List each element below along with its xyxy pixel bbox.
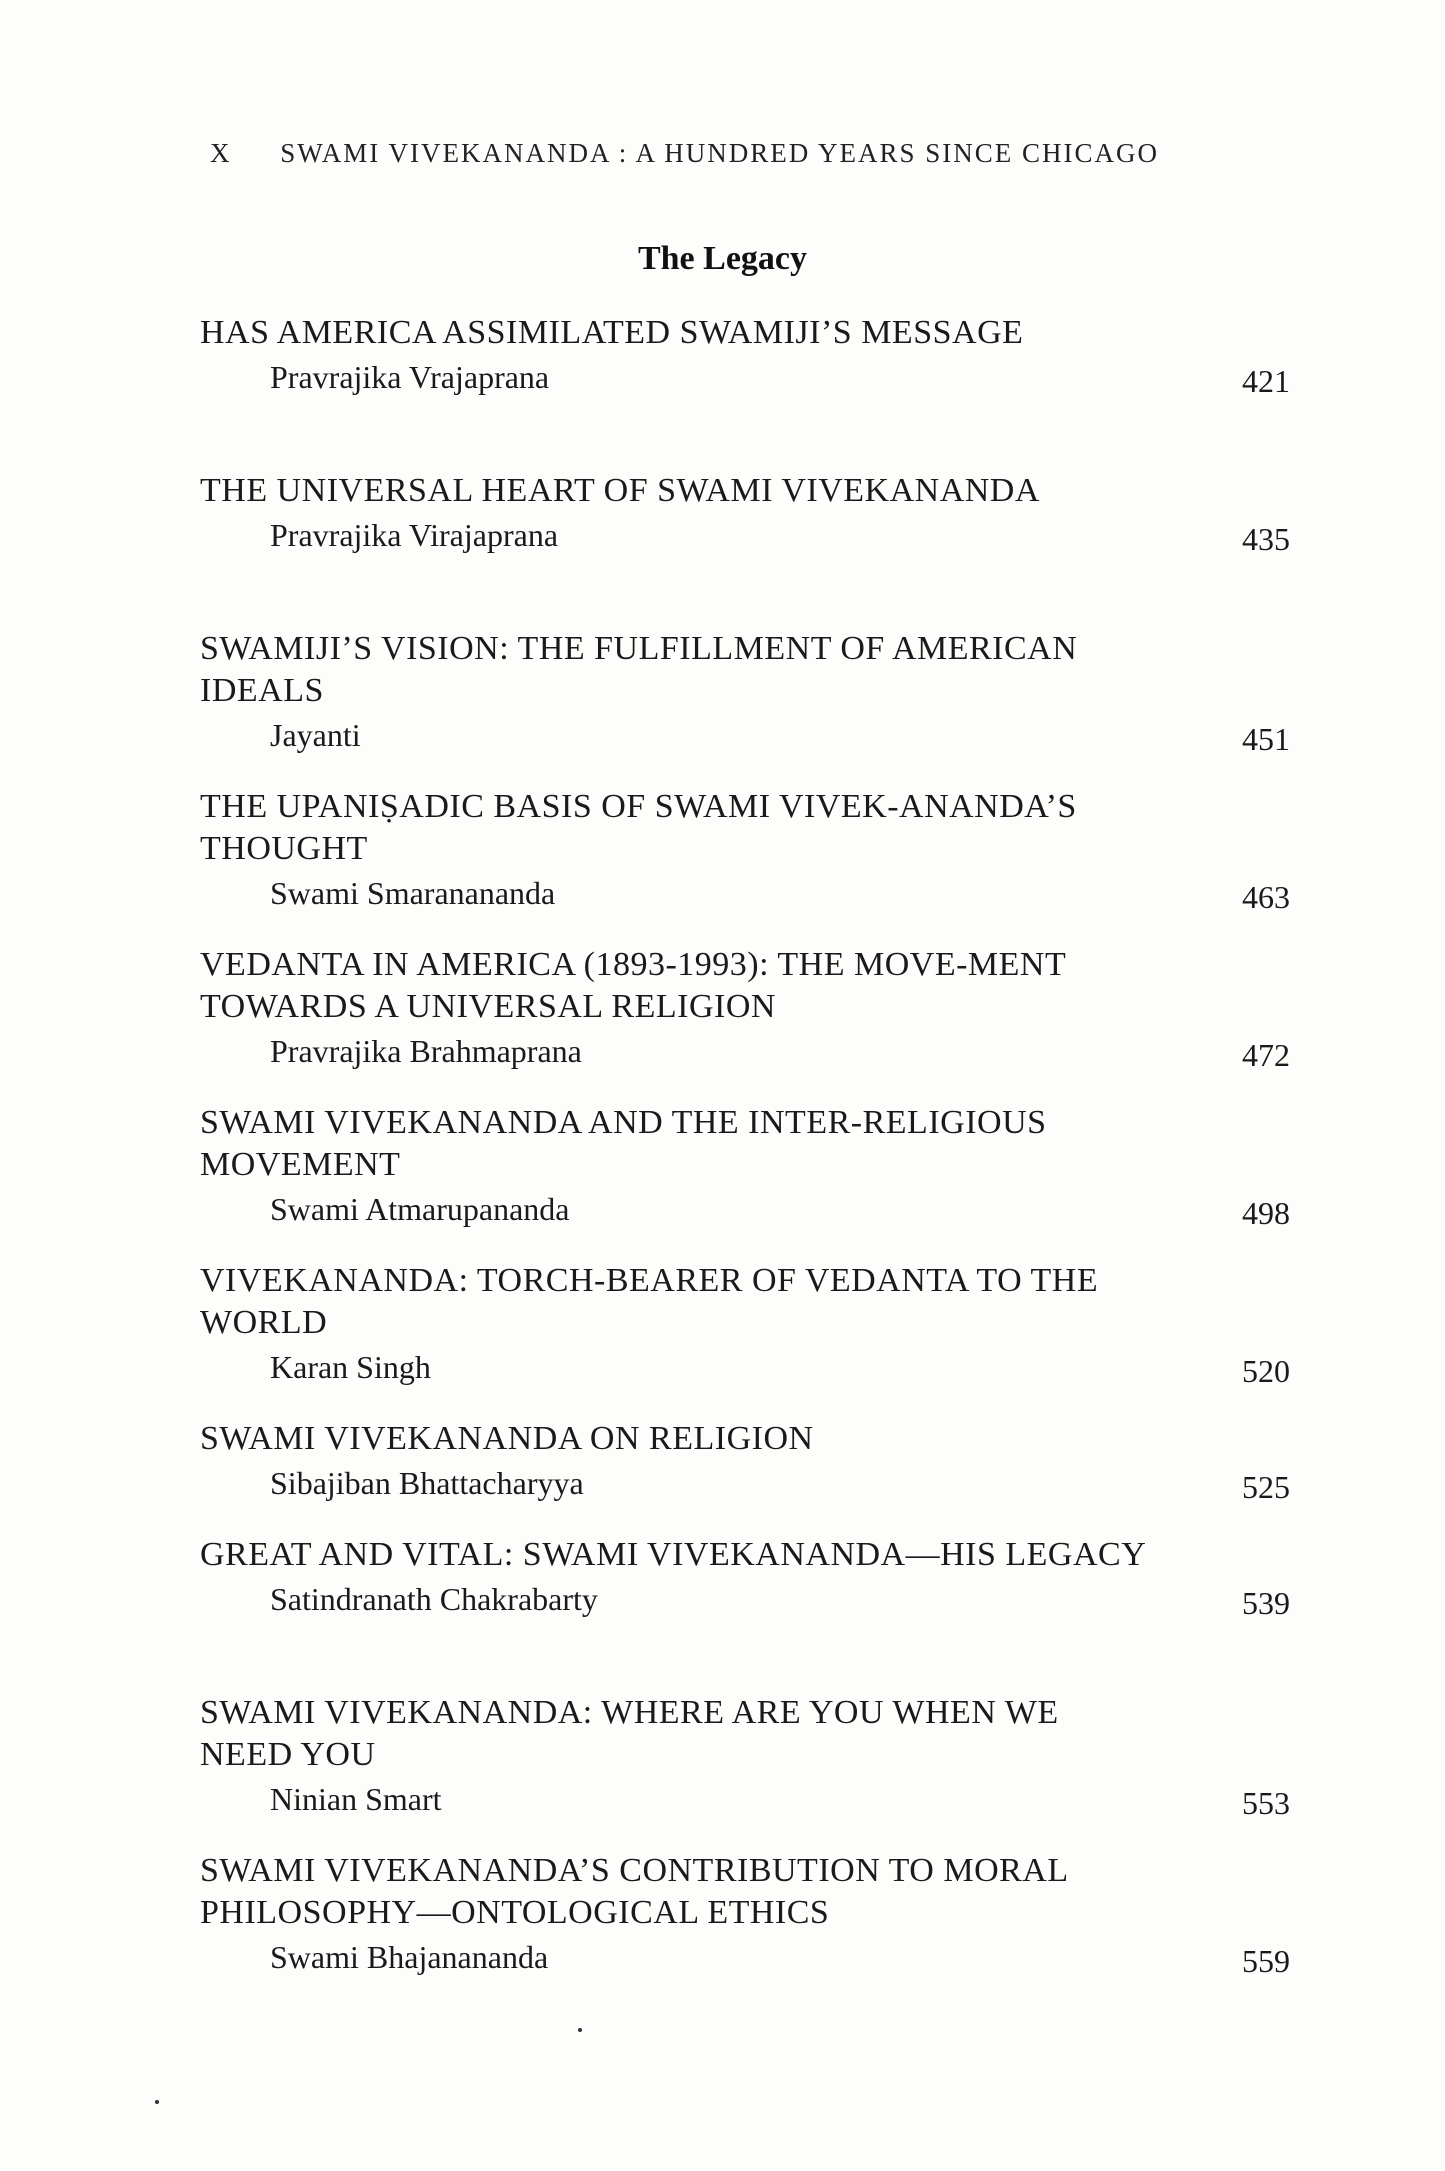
- toc-entry: [200, 470, 1290, 558]
- print-speck: [578, 2028, 582, 2032]
- toc-entry: [200, 628, 1290, 758]
- entry-author: Karan Singh: [270, 1349, 431, 1385]
- entry-page-number: 435: [1242, 521, 1290, 557]
- toc-entry: [200, 1260, 1290, 1390]
- entry-title: SWAMI VIVEKANANDA ON RELIGION: [200, 1420, 814, 1457]
- entry-page-number: 525: [1242, 1469, 1290, 1505]
- toc-entry: [200, 1102, 1290, 1232]
- entry-title: SWAMI VIVEKANANDA AND THE INTER-RELIGIOUS MOVEMENT: [200, 1104, 1047, 1183]
- entry-title: SWAMIJI’S VISION: THE FULFILLMENT OF AMERICAN IDEALS: [200, 630, 1078, 709]
- entry-page-number: 463: [1242, 879, 1290, 915]
- toc-entry: [200, 786, 1290, 916]
- section-heading: The Legacy: [637, 240, 808, 277]
- print-speck: [155, 2100, 159, 2104]
- page-folio: X: [210, 138, 232, 168]
- entry-author: Pravrajika Virajaprana: [270, 517, 559, 553]
- entry-title: SWAMI VIVEKANANDA: WHERE ARE YOU WHEN WE NEED YOU: [200, 1694, 1059, 1773]
- entry-author: Jayanti: [270, 717, 361, 753]
- entry-author: Sibajiban Bhattacharyya: [270, 1465, 584, 1501]
- entry-page-number: 451: [1242, 721, 1290, 757]
- toc-entry: [200, 1418, 1290, 1506]
- entry-title: VIVEKANANDA: TORCH-BEARER OF VEDANTA TO THE WORLD: [200, 1262, 1099, 1341]
- entry-title: SWAMI VIVEKANANDA’S CONTRIBUTION TO MORAL PHILOSOPHY—ONTOLOGICAL ETHICS: [200, 1852, 1068, 1931]
- entry-page-number: 559: [1242, 1943, 1290, 1979]
- entry-title: VEDANTA IN AMERICA (1893-1993): THE MOVE-MENT TOWARDS A UNIVERSAL RELIGION: [200, 946, 1066, 1025]
- entry-author: Pravrajika Brahmaprana: [270, 1033, 582, 1069]
- toc-entry: [200, 1850, 1290, 1980]
- entry-page-number: 421: [1242, 363, 1290, 399]
- running-head: [210, 138, 1159, 169]
- entry-page-number: 498: [1242, 1195, 1290, 1231]
- toc-entry: [200, 1534, 1290, 1622]
- entry-page-number: 520: [1242, 1353, 1290, 1389]
- entry-author: Swami Atmarupananda: [270, 1191, 570, 1227]
- entry-author: Swami Smaranananda: [270, 875, 556, 911]
- entry-page-number: 539: [1242, 1585, 1290, 1621]
- toc-entry: [200, 944, 1290, 1074]
- entry-title: HAS AMERICA ASSIMILATED SWAMIJI’S MESSAGE: [200, 314, 1024, 351]
- entry-author: Pravrajika Vrajaprana: [270, 359, 550, 395]
- entry-title: THE UPANIṢADIC BASIS OF SWAMI VIVEK-ANANDA’S THOUGHT: [200, 788, 1077, 867]
- entry-author: Ninian Smart: [270, 1781, 442, 1817]
- entry-title: GREAT AND VITAL: SWAMI VIVEKANANDA—HIS LEGACY: [200, 1536, 1147, 1573]
- entry-page-number: 553: [1242, 1785, 1290, 1821]
- entry-title: THE UNIVERSAL HEART OF SWAMI VIVEKANANDA: [200, 472, 1040, 509]
- toc-entry: [200, 312, 1290, 400]
- entry-author: Swami Bhajanananda: [270, 1939, 549, 1975]
- entry-page-number: 472: [1242, 1037, 1290, 1073]
- entry-author: Satindranath Chakrabarty: [270, 1581, 598, 1617]
- book-title: SWAMI VIVEKANANDA : A HUNDRED YEARS SINCE CHICAGO: [280, 138, 1160, 168]
- toc-entry: [200, 1692, 1290, 1822]
